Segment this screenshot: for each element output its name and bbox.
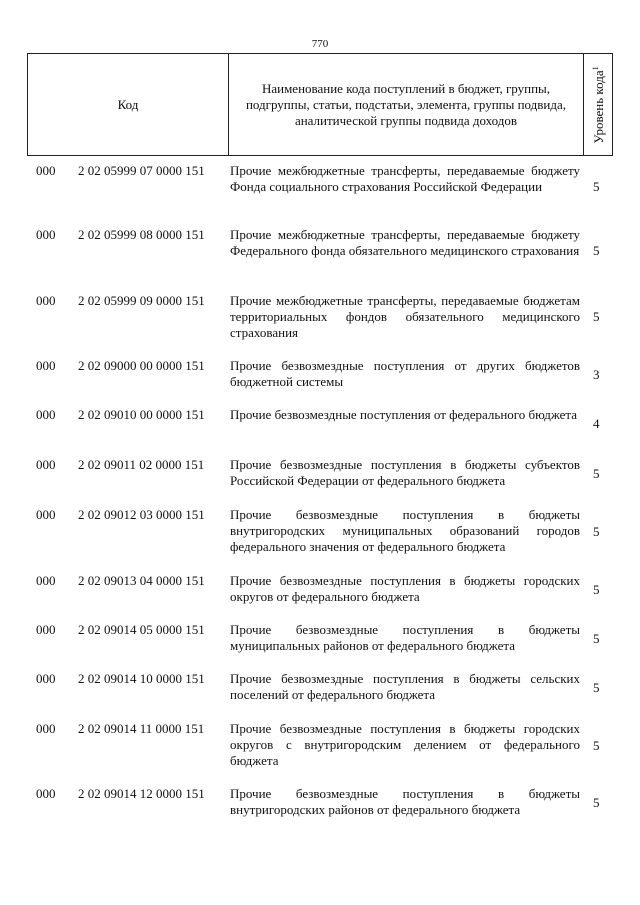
income-name: Прочие безвозмездные поступления в бюджеты городских округов от федерального бюджета bbox=[230, 573, 580, 604]
income-code: 2 02 09014 12 0000 151 bbox=[78, 786, 205, 801]
income-name: Прочие межбюджетные трансферты, передаваемые бюджету Фонда социального страхования Российской Федерации bbox=[230, 163, 580, 194]
income-code: 2 02 09000 00 0000 151 bbox=[78, 358, 205, 373]
income-code: 2 02 05999 08 0000 151 bbox=[78, 227, 205, 242]
code-level: 5 bbox=[593, 631, 600, 646]
code-level: 3 bbox=[593, 367, 600, 382]
code-level: 5 bbox=[593, 179, 600, 194]
code-level: 5 bbox=[593, 680, 600, 695]
admin-code: 000 bbox=[36, 407, 56, 422]
code-level: 5 bbox=[593, 582, 600, 597]
admin-code: 000 bbox=[36, 457, 56, 472]
income-name: Прочие безвозмездные поступления в бюджеты внутригородских районов от федерального бюджета bbox=[230, 786, 580, 817]
income-code: 2 02 09014 05 0000 151 bbox=[78, 622, 205, 637]
income-code: 2 02 09014 11 0000 151 bbox=[78, 721, 205, 736]
header-level-footnote: 1 bbox=[590, 65, 600, 70]
header-level-text: Уровень кода bbox=[591, 69, 607, 144]
admin-code: 000 bbox=[36, 293, 56, 308]
income-name: Прочие безвозмездные поступления в бюджеты внутригородских муниципальных образований городов федерального значения от федерального бюджета bbox=[230, 507, 580, 554]
header-code-label: Код bbox=[117, 96, 139, 112]
admin-code: 000 bbox=[36, 671, 56, 686]
admin-code: 000 bbox=[36, 786, 56, 801]
code-level: 5 bbox=[593, 524, 600, 539]
admin-code: 000 bbox=[36, 573, 56, 588]
income-code: 2 02 09013 04 0000 151 bbox=[78, 573, 205, 588]
income-name: Прочие безвозмездные поступления в бюджеты сельских поселений от федерального бюджета bbox=[230, 671, 580, 702]
income-code: 2 02 09010 00 0000 151 bbox=[78, 407, 205, 422]
code-level: 5 bbox=[593, 795, 600, 810]
income-code: 2 02 05999 07 0000 151 bbox=[78, 163, 205, 178]
income-name: Прочие безвозмездные поступления в бюджеты субъектов Российской Федерации от федерального бюджета bbox=[230, 457, 580, 488]
admin-code: 000 bbox=[36, 622, 56, 637]
income-name: Прочие безвозмездные поступления от федерального бюджета bbox=[230, 407, 578, 422]
income-name: Прочие безвозмездные поступления от других бюджетов бюджетной системы bbox=[230, 358, 580, 389]
admin-code: 000 bbox=[36, 507, 56, 522]
admin-code: 000 bbox=[36, 163, 56, 178]
code-level: 5 bbox=[593, 738, 600, 753]
income-name: Прочие безвозмездные поступления в бюджеты городских округов с внутригородским делением от федерального бюджета bbox=[230, 721, 580, 768]
admin-code: 000 bbox=[36, 358, 56, 373]
admin-code: 000 bbox=[36, 227, 56, 242]
page-number: 770 bbox=[311, 38, 329, 50]
header-name-label: Наименование кода поступлений в бюджет, группы, подгруппы, статьи, подстатьи, элемента, группы подвида, аналитической группы подвида доходов bbox=[245, 80, 567, 128]
admin-code: 000 bbox=[36, 721, 56, 736]
code-level: 5 bbox=[593, 466, 600, 481]
income-code: 2 02 05999 09 0000 151 bbox=[78, 293, 205, 308]
code-level: 4 bbox=[593, 416, 600, 431]
code-level: 5 bbox=[593, 243, 600, 258]
code-level: 5 bbox=[593, 309, 600, 324]
income-name: Прочие безвозмездные поступления в бюджеты муниципальных районов от федерального бюджета bbox=[230, 622, 580, 653]
income-code: 2 02 09014 10 0000 151 bbox=[78, 671, 205, 686]
income-code: 2 02 09011 02 0000 151 bbox=[78, 457, 205, 472]
income-code: 2 02 09012 03 0000 151 bbox=[78, 507, 205, 522]
income-name: Прочие межбюджетные трансферты, передаваемые бюджету Федерального фонда обязательного медицинского страхования bbox=[230, 227, 580, 258]
income-name: Прочие межбюджетные трансферты, передаваемые бюджетам территориальных фондов обязательного медицинского страхования bbox=[230, 293, 580, 340]
